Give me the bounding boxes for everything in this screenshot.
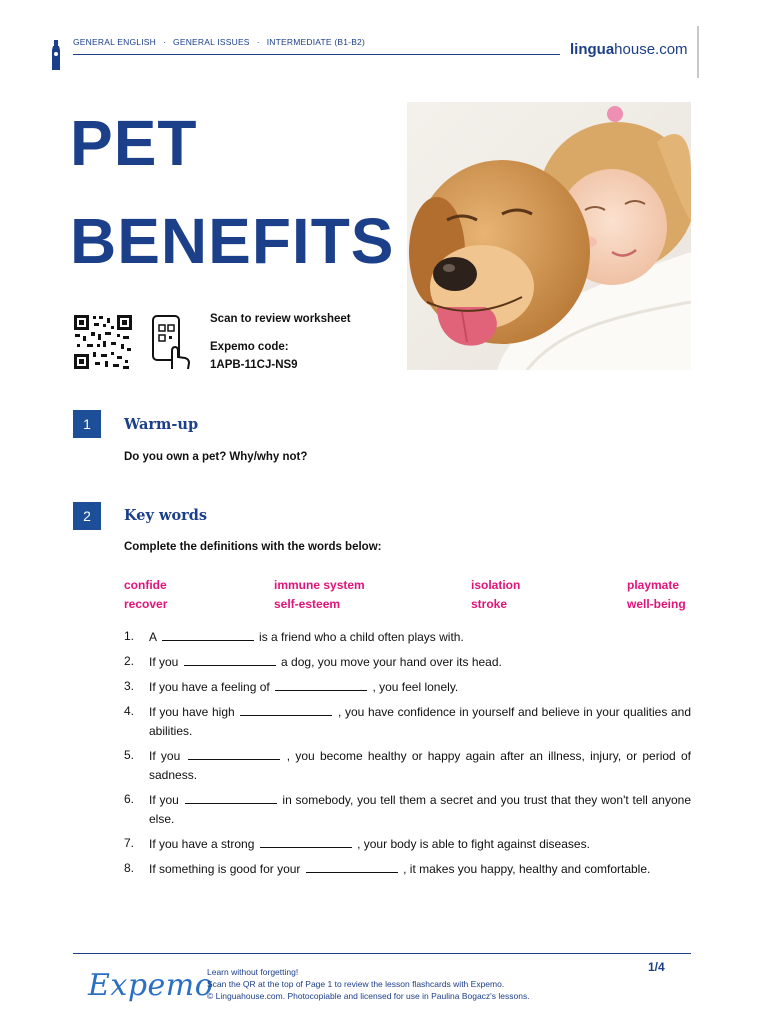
answer-blank[interactable] xyxy=(188,746,280,760)
footer-divider xyxy=(73,953,691,954)
qr-code-icon[interactable] xyxy=(73,314,133,370)
header-vertical-bar xyxy=(697,26,699,78)
list-item: 1. A is a friend who a child often plays with. xyxy=(124,629,464,644)
footer-tagline: Learn without forgetting! xyxy=(207,967,299,977)
keyword: isolation xyxy=(471,578,521,592)
page-title xyxy=(70,94,394,290)
keyword: confide xyxy=(124,578,167,592)
warm-up-question: Do you own a pet? Why/why not? xyxy=(124,451,308,463)
keyword: playmate xyxy=(627,578,680,592)
list-item: 3. If you have a feeling of , you feel lonely. xyxy=(124,679,459,694)
list-item: 5. If you , you become healthy or happy again after an illness, injury, or period of sadness. xyxy=(124,748,691,782)
title-line-1: PET xyxy=(70,107,198,179)
answer-blank[interactable] xyxy=(185,790,277,804)
header-divider xyxy=(73,54,560,55)
big-ben-icon xyxy=(50,40,62,70)
answer-blank[interactable] xyxy=(184,652,276,666)
answer-blank[interactable] xyxy=(240,702,332,716)
section-1-title: Warm-up xyxy=(124,416,199,433)
breadcrumb-difficulty[interactable]: INTERMEDIATE (B1-B2) xyxy=(266,37,366,47)
key-words-instruction: Complete the definitions with the words below: xyxy=(124,541,382,553)
list-item: 8. If something is good for your , it makes you happy, healthy and comfortable. xyxy=(124,861,651,876)
keyword: recover xyxy=(124,597,168,611)
answer-blank[interactable] xyxy=(275,677,367,691)
title-line-2: BENEFITS xyxy=(70,205,395,277)
breadcrumb: GENERAL ENGLISH · GENERAL ISSUES · INTERMEDIATE (B1-B2) xyxy=(73,37,366,47)
phone-scan-icon xyxy=(150,313,192,371)
page-number: 1/4 xyxy=(648,960,665,974)
footer-instruction: Scan the QR at the top of Page 1 to review the lesson flashcards with Expemo. xyxy=(207,979,505,989)
girl-with-dog-photo xyxy=(407,102,691,370)
breadcrumb-level[interactable]: GENERAL ENGLISH xyxy=(73,37,156,47)
answer-blank[interactable] xyxy=(306,859,398,873)
answer-blank[interactable] xyxy=(260,834,352,848)
list-item: 4. If you have high , you have confidence in yourself and believe in your qualities and abilities. xyxy=(124,704,691,738)
section-2-title: Key words xyxy=(124,507,208,524)
footer-copyright: © Linguahouse.com. Photocopiable and licensed for use in Paulina Bogacz's lessons. xyxy=(207,991,530,1001)
expemo-code: 1APB-11CJ-NS9 xyxy=(210,359,298,371)
definitions-list xyxy=(124,627,691,884)
scan-info xyxy=(210,312,351,386)
brand-logo[interactable]: linguahouse.com xyxy=(570,41,688,58)
list-item: 7. If you have a strong , your body is able to fight against diseases. xyxy=(124,836,590,851)
answer-blank[interactable] xyxy=(162,627,254,641)
section-2-number: 2 xyxy=(73,502,101,530)
list-item: 2. If you a dog, you move your hand over its head. xyxy=(124,654,502,669)
footer-text xyxy=(207,966,530,1002)
keyword: self-esteem xyxy=(274,597,341,611)
expemo-logo[interactable]: Expemo xyxy=(88,968,214,1003)
list-item: 6. If you in somebody, you tell them a secret and you trust that they won't tell anyone else. xyxy=(124,792,692,826)
breadcrumb-topic[interactable]: GENERAL ISSUES xyxy=(173,37,250,47)
keyword: immune system xyxy=(274,578,365,592)
scan-instruction: Scan to review worksheet xyxy=(210,313,351,325)
expemo-code-label: Expemo code: xyxy=(210,341,289,353)
section-1-number: 1 xyxy=(73,410,101,438)
keyword: well-being xyxy=(627,597,686,611)
keyword: stroke xyxy=(471,597,508,611)
